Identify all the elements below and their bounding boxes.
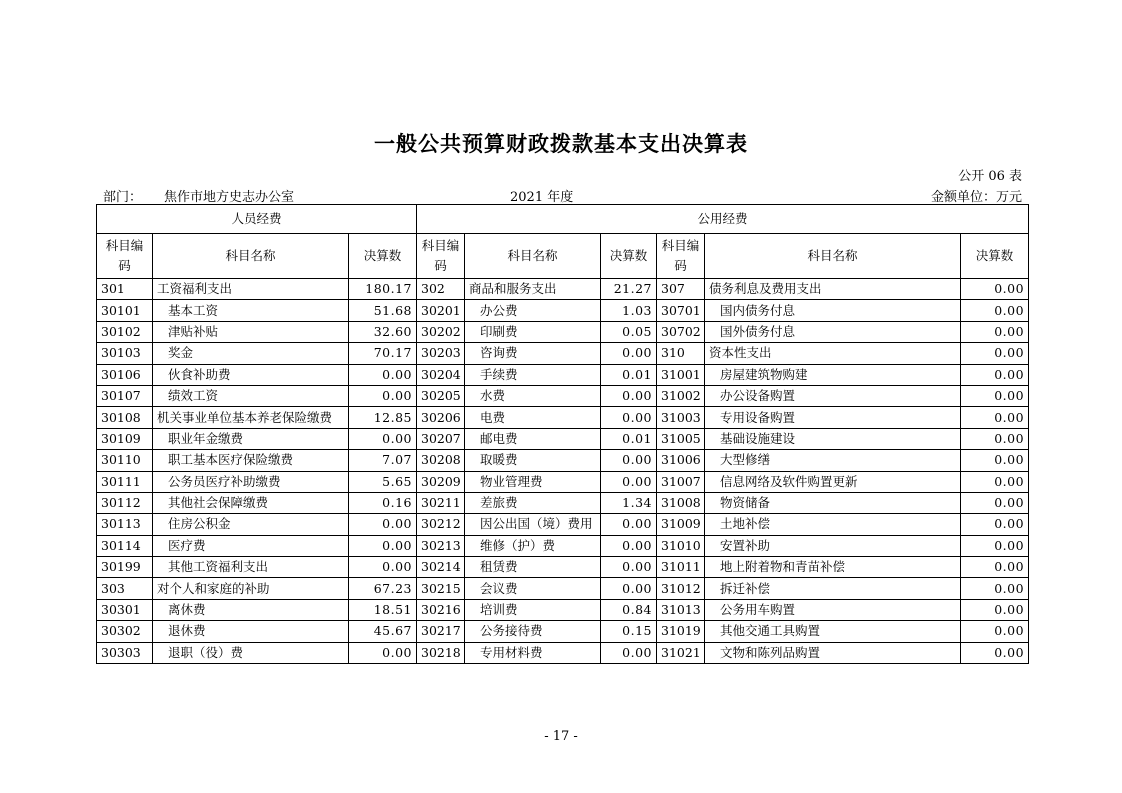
amount: 0.00 (961, 471, 1029, 492)
subject-name: 国内债务付息 (705, 300, 961, 321)
subject-code: 31007 (657, 471, 705, 492)
amount: 0.00 (349, 385, 417, 406)
subject-code: 30109 (97, 428, 153, 449)
group-header-row (97, 205, 1029, 234)
subject-name: 电费 (465, 407, 601, 428)
subject-code: 31002 (657, 385, 705, 406)
subject-code: 30205 (417, 385, 465, 406)
table-row (97, 450, 1029, 471)
subject-code: 30114 (97, 535, 153, 556)
amount: 0.00 (601, 642, 657, 663)
amount: 0.00 (961, 343, 1029, 364)
subject-code: 30102 (97, 321, 153, 342)
amount: 0.00 (961, 578, 1029, 599)
subject-name: 职业年金缴费 (153, 428, 349, 449)
table-row (97, 492, 1029, 513)
subject-code: 30217 (417, 621, 465, 642)
subject-code: 30101 (97, 300, 153, 321)
subject-name: 物业管理费 (465, 471, 601, 492)
amount: 0.00 (961, 492, 1029, 513)
table-row (97, 364, 1029, 385)
amount: 0.00 (349, 514, 417, 535)
subject-code: 31009 (657, 514, 705, 535)
subject-name: 拆迁补偿 (705, 578, 961, 599)
amount: 0.00 (961, 642, 1029, 663)
subject-name: 商品和服务支出 (465, 279, 601, 300)
subject-code: 31012 (657, 578, 705, 599)
subject-code: 30203 (417, 343, 465, 364)
amount: 0.00 (349, 535, 417, 556)
subject-code: 30208 (417, 450, 465, 471)
subject-code: 307 (657, 279, 705, 300)
amount: 1.34 (601, 492, 657, 513)
subject-name: 奖金 (153, 343, 349, 364)
amount: 180.17 (349, 279, 417, 300)
page-title: 一般公共预算财政拨款基本支出决算表 (374, 132, 748, 156)
subject-code: 30214 (417, 557, 465, 578)
amount: 0.84 (601, 599, 657, 620)
subject-name: 基础设施建设 (705, 428, 961, 449)
amount: 0.16 (349, 492, 417, 513)
subject-code: 30216 (417, 599, 465, 620)
table-row (97, 642, 1029, 663)
amount: 7.07 (349, 450, 417, 471)
amount: 0.15 (601, 621, 657, 642)
subject-code: 30204 (417, 364, 465, 385)
amount: 0.00 (601, 450, 657, 471)
amount: 18.51 (349, 599, 417, 620)
subject-code: 30218 (417, 642, 465, 663)
table-row (97, 300, 1029, 321)
subject-code: 30212 (417, 514, 465, 535)
subject-code: 30201 (417, 300, 465, 321)
fiscal-year: 2021 年度 (510, 190, 574, 205)
subject-code: 30113 (97, 514, 153, 535)
subject-code: 31013 (657, 599, 705, 620)
subject-code: 30302 (97, 621, 153, 642)
subject-name: 其他社会保障缴费 (153, 492, 349, 513)
table-row (97, 557, 1029, 578)
table-row (97, 428, 1029, 449)
amount: 0.00 (349, 428, 417, 449)
subject-name: 医疗费 (153, 535, 349, 556)
subject-code: 30103 (97, 343, 153, 364)
subject-name: 维修（护）费 (465, 535, 601, 556)
subject-code: 310 (657, 343, 705, 364)
subject-name: 退职（役）费 (153, 642, 349, 663)
header-amount: 决算数 (349, 234, 417, 279)
amount: 0.00 (601, 385, 657, 406)
subject-name: 国外债务付息 (705, 321, 961, 342)
subject-code: 30701 (657, 300, 705, 321)
subject-name: 办公费 (465, 300, 601, 321)
page-number: - 17 - (544, 729, 578, 744)
subject-code: 30106 (97, 364, 153, 385)
header-amount: 决算数 (961, 234, 1029, 279)
subject-code: 31003 (657, 407, 705, 428)
subject-name: 地上附着物和青苗补偿 (705, 557, 961, 578)
header-code: 科目编码 (97, 234, 153, 279)
amount: 12.85 (349, 407, 417, 428)
subject-code: 31010 (657, 535, 705, 556)
subject-name: 对个人和家庭的补助 (153, 578, 349, 599)
amount: 32.60 (349, 321, 417, 342)
table-row (97, 621, 1029, 642)
subject-code: 31011 (657, 557, 705, 578)
department (103, 186, 294, 205)
subject-name: 机关事业单位基本养老保险缴费 (153, 407, 349, 428)
subject-code: 30202 (417, 321, 465, 342)
subject-code: 30301 (97, 599, 153, 620)
subject-name: 专用材料费 (465, 642, 601, 663)
subject-name: 邮电费 (465, 428, 601, 449)
subject-name: 公务用车购置 (705, 599, 961, 620)
subject-code: 30111 (97, 471, 153, 492)
budget-table (96, 204, 1029, 664)
subject-code: 302 (417, 279, 465, 300)
amount: 0.00 (601, 514, 657, 535)
amount: 0.00 (961, 407, 1029, 428)
subject-code: 31005 (657, 428, 705, 449)
subject-name: 取暖费 (465, 450, 601, 471)
subject-name: 印刷费 (465, 321, 601, 342)
amount: 0.00 (601, 407, 657, 428)
subject-code: 303 (97, 578, 153, 599)
header-amount: 决算数 (601, 234, 657, 279)
column-header-row (97, 234, 1029, 279)
subject-name: 公务接待费 (465, 621, 601, 642)
amount: 70.17 (349, 343, 417, 364)
table-row (97, 321, 1029, 342)
department-name: 焦作市地方史志办公室 (164, 190, 295, 205)
subject-name: 水费 (465, 385, 601, 406)
amount: 21.27 (601, 279, 657, 300)
amount: 0.00 (601, 578, 657, 599)
amount: 51.68 (349, 300, 417, 321)
subject-name: 会议费 (465, 578, 601, 599)
amount: 0.00 (961, 535, 1029, 556)
subject-name: 其他工资福利支出 (153, 557, 349, 578)
amount: 0.00 (961, 385, 1029, 406)
subject-name: 基本工资 (153, 300, 349, 321)
amount: 0.00 (601, 535, 657, 556)
amount: 0.00 (961, 428, 1029, 449)
subject-code: 31006 (657, 450, 705, 471)
amount: 0.00 (349, 364, 417, 385)
amount: 5.65 (349, 471, 417, 492)
subject-code: 31019 (657, 621, 705, 642)
subject-code: 30213 (417, 535, 465, 556)
subject-name: 职工基本医疗保险缴费 (153, 450, 349, 471)
table-row (97, 385, 1029, 406)
amount: 67.23 (349, 578, 417, 599)
amount: 0.00 (961, 279, 1029, 300)
subject-name: 安置补助 (705, 535, 961, 556)
subject-name: 租赁费 (465, 557, 601, 578)
subject-name: 信息网络及软件购置更新 (705, 471, 961, 492)
subject-name: 退休费 (153, 621, 349, 642)
amount: 0.00 (961, 450, 1029, 471)
subject-code: 30207 (417, 428, 465, 449)
subject-code: 31021 (657, 642, 705, 663)
subject-code: 31008 (657, 492, 705, 513)
table-row (97, 599, 1029, 620)
table-row (97, 535, 1029, 556)
subject-name: 专用设备购置 (705, 407, 961, 428)
amount: 0.00 (961, 364, 1029, 385)
header-name: 科目名称 (465, 234, 601, 279)
subject-name: 津贴补贴 (153, 321, 349, 342)
table-row (97, 471, 1029, 492)
amount: 0.00 (961, 300, 1029, 321)
amount: 0.00 (349, 557, 417, 578)
subject-name: 房屋建筑物购建 (705, 364, 961, 385)
subject-code: 30206 (417, 407, 465, 428)
subject-name: 大型修缮 (705, 450, 961, 471)
subject-code: 30108 (97, 407, 153, 428)
subject-name: 因公出国（境）费用 (465, 514, 601, 535)
amount: 0.00 (961, 514, 1029, 535)
subject-name: 住房公积金 (153, 514, 349, 535)
amount: 1.03 (601, 300, 657, 321)
amount: 0.00 (961, 321, 1029, 342)
subject-name: 差旅费 (465, 492, 601, 513)
subject-name: 资本性支出 (705, 343, 961, 364)
table-row (97, 343, 1029, 364)
subject-code: 31001 (657, 364, 705, 385)
subject-code: 301 (97, 279, 153, 300)
amount: 0.00 (601, 471, 657, 492)
subject-name: 培训费 (465, 599, 601, 620)
header-code: 科目编码 (657, 234, 705, 279)
amount: 45.67 (349, 621, 417, 642)
subject-name: 其他交通工具购置 (705, 621, 961, 642)
subject-code: 30211 (417, 492, 465, 513)
amount: 0.00 (961, 621, 1029, 642)
amount: 0.00 (349, 642, 417, 663)
amount: 0.00 (601, 557, 657, 578)
table-row (97, 578, 1029, 599)
amount: 0.05 (601, 321, 657, 342)
subject-code: 30112 (97, 492, 153, 513)
amount: 0.01 (601, 364, 657, 385)
amount: 0.00 (961, 557, 1029, 578)
group-public: 公用经费 (417, 205, 1029, 234)
header-name: 科目名称 (153, 234, 349, 279)
table-number: 公开 06 表 (958, 169, 1022, 184)
amount-unit: 金额单位：万元 (930, 190, 1022, 205)
subject-name: 绩效工资 (153, 385, 349, 406)
subject-name: 伙食补助费 (153, 364, 349, 385)
header-code: 科目编码 (417, 234, 465, 279)
subject-code: 30107 (97, 385, 153, 406)
subject-name: 工资福利支出 (153, 279, 349, 300)
table-row (97, 279, 1029, 300)
subject-name: 离休费 (153, 599, 349, 620)
amount: 0.00 (961, 599, 1029, 620)
subject-code: 30199 (97, 557, 153, 578)
group-personnel: 人员经费 (97, 205, 417, 234)
table-row (97, 514, 1029, 535)
subject-name: 债务利息及费用支出 (705, 279, 961, 300)
table-row (97, 407, 1029, 428)
subject-code: 30702 (657, 321, 705, 342)
subject-name: 咨询费 (465, 343, 601, 364)
amount: 0.01 (601, 428, 657, 449)
header-name: 科目名称 (705, 234, 961, 279)
department-label: 部门： (103, 190, 143, 205)
amount: 0.00 (601, 343, 657, 364)
subject-name: 物资储备 (705, 492, 961, 513)
subject-code: 30209 (417, 471, 465, 492)
subject-name: 土地补偿 (705, 514, 961, 535)
subject-name: 公务员医疗补助缴费 (153, 471, 349, 492)
subject-code: 30303 (97, 642, 153, 663)
subject-name: 文物和陈列品购置 (705, 642, 961, 663)
subject-name: 手续费 (465, 364, 601, 385)
subject-name: 办公设备购置 (705, 385, 961, 406)
subject-code: 30215 (417, 578, 465, 599)
subject-code: 30110 (97, 450, 153, 471)
